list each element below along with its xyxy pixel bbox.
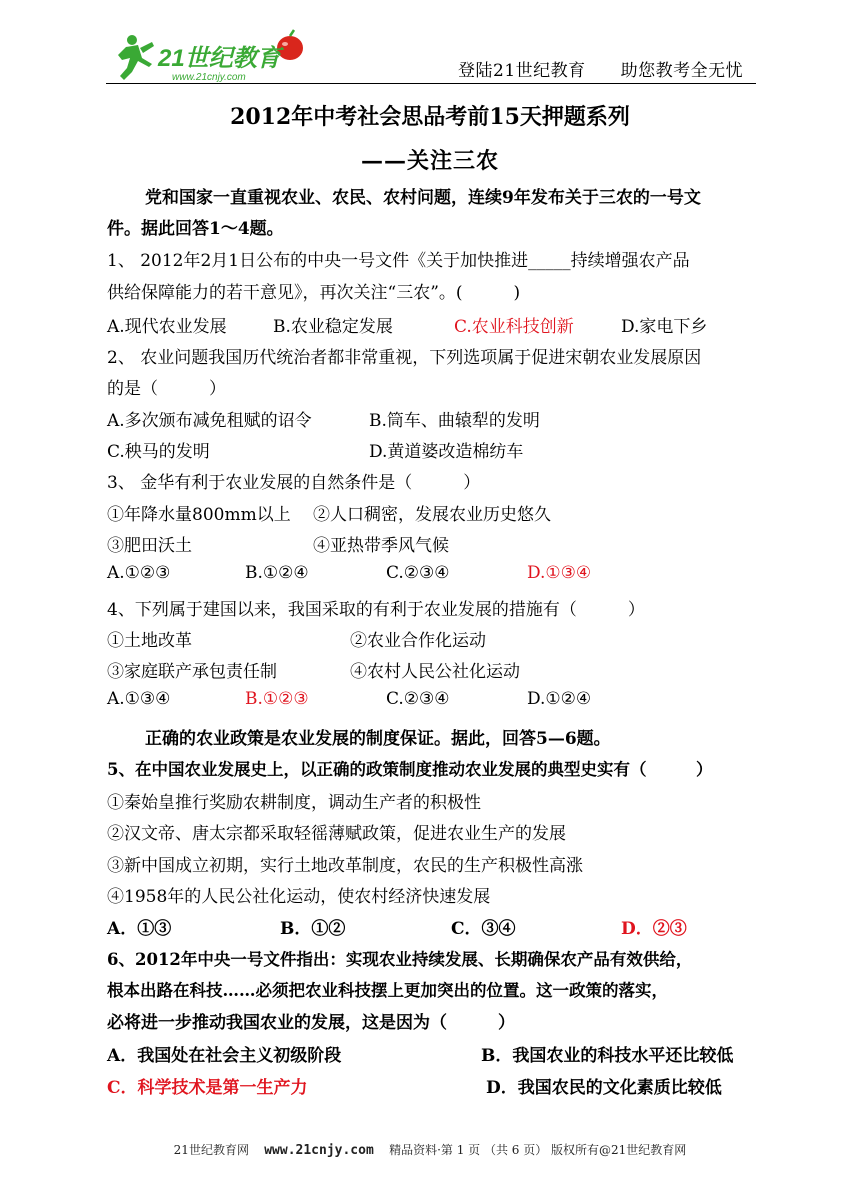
page-footer: [0, 1141, 860, 1158]
logo-url: www.21cnjy.com: [172, 72, 246, 83]
intro-line-1: 党和国家一直重视农业、农民、农村问题，连续9年发布关于三农的一号文: [145, 188, 701, 208]
header-divider: [106, 83, 756, 84]
q4-item-2: ②农业合作化运动: [350, 631, 486, 651]
intro-line-2: 件。据此回答1～4题。: [107, 219, 284, 239]
q3-option-b: B.①②④: [245, 563, 309, 583]
q2-stem-line-2: 的是（ ）: [107, 379, 226, 399]
q5-item-4: ④1958年的人民公社化运动，使农村经济快速发展: [107, 887, 491, 907]
header-slogan: 登陆21世纪教育 助您教考全无忧: [458, 61, 744, 81]
q3-item-2: ②人口稠密，发展农业历史悠久: [313, 505, 551, 525]
q6-option-b: B．我国农业的科技水平还比较低: [481, 1046, 734, 1066]
q2-option-c: C.秧马的发明: [107, 442, 210, 462]
q1-stem-line-2: 供给保障能力的若干意见》，再次关注“三农”。( ): [107, 283, 521, 303]
q6-stem-line-3: 必将进一步推动我国农业的发展，这是因为（ ）: [107, 1013, 515, 1033]
q6-option-c-answer: C．科学技术是第一生产力: [107, 1078, 308, 1098]
apple-icon: [277, 30, 303, 60]
q4-option-b-answer: B.①②③: [245, 689, 309, 709]
q5-option-b: B．①②: [280, 919, 346, 939]
footer-site-name: 21世纪教育网: [173, 1143, 249, 1157]
q1-option-b: B.农业稳定发展: [273, 317, 393, 337]
q3-stem: 3、 金华有利于农业发展的自然条件是（ ）: [107, 473, 481, 493]
q3-option-c: C.②③④: [386, 563, 450, 583]
q3-item-1: ①年降水量800mm以上: [107, 505, 291, 525]
q4-stem: 4、下列属于建国以来，我国采取的有利于农业发展的措施有（ ）: [107, 600, 645, 620]
footer-site-url[interactable]: www.21cnjy.com: [264, 1143, 374, 1158]
q1-option-d: D.家电下乡: [621, 317, 708, 337]
q6-stem-line-1: 6、2012年中央一号文件指出：实现农业持续发展、长期确保农产品有效供给，: [107, 950, 693, 969]
q2-option-d: D.黄道婆改造棉纺车: [369, 442, 524, 462]
footer-page-info: 精品资料·第 1 页 （共 6 页） 版权所有@21世纪教育网: [389, 1143, 687, 1157]
q2-stem-line-1: 2、 农业问题我国历代统治者都非常重视，下列选项属于促进宋朝农业发展原因: [107, 348, 702, 368]
q4-option-a: A.①③④: [107, 689, 171, 709]
q4-item-3: ③家庭联产承包责任制: [107, 662, 277, 682]
q5-option-a: A．①③: [107, 919, 172, 939]
q5-item-1: ①秦始皇推行奖励农耕制度，调动生产者的积极性: [107, 793, 481, 813]
q4-item-4: ④农村人民公社化运动: [350, 662, 520, 682]
q6-option-a: A．我国处在社会主义初级阶段: [107, 1046, 342, 1066]
intro2-text: 正确的农业政策是农业发展的制度保证。据此，回答5—6题。: [145, 729, 611, 749]
running-figure-icon: [118, 35, 154, 80]
q4-option-c: C.②③④: [386, 689, 450, 709]
q1-option-a: A.现代农业发展: [107, 317, 227, 337]
q1-stem-line-1: 1、 2012年2月1日公布的中央一号文件《关于加快推进_____持续增强农产品: [107, 251, 690, 271]
q5-option-d-answer: D．②③: [621, 919, 687, 939]
q2-option-b: B.筒车、曲辕犁的发明: [369, 411, 540, 431]
q3-option-d-answer: D.①③④: [527, 563, 592, 583]
q1-option-c-answer: C.农业科技创新: [454, 317, 574, 337]
q5-stem: 5、在中国农业发展史上，以正确的政策制度推动农业发展的典型史实有（ ）: [107, 760, 713, 779]
page-subtitle: ——关注三农: [360, 148, 499, 174]
page-title: 2012年中考社会思品考前15天押题系列: [230, 104, 630, 130]
q5-item-2: ②汉文帝、唐太宗都采取轻徭薄赋政策，促进农业生产的发展: [107, 824, 566, 844]
q2-option-a: A.多次颁布减免租赋的诏令: [107, 411, 312, 431]
q6-stem-line-2: 根本出路在科技……必须把农业科技摆上更加突出的位置。这一政策的落实，: [107, 981, 668, 1000]
q5-item-3: ③新中国成立初期，实行土地改革制度，农民的生产积极性高涨: [107, 856, 583, 876]
q6-option-d: D．我国农民的文化素质比较低: [486, 1078, 722, 1098]
q3-item-3: ③肥田沃土: [107, 536, 192, 556]
q4-option-d: D.①②④: [527, 689, 592, 709]
logo-text: 21世纪教育: [158, 45, 281, 72]
q4-item-1: ①土地改革: [107, 631, 192, 651]
q3-item-4: ④亚热带季风气候: [313, 536, 449, 556]
site-logo: [112, 28, 312, 88]
q3-option-a: A.①②③: [107, 563, 171, 583]
q5-option-c: C．③④: [451, 919, 516, 939]
